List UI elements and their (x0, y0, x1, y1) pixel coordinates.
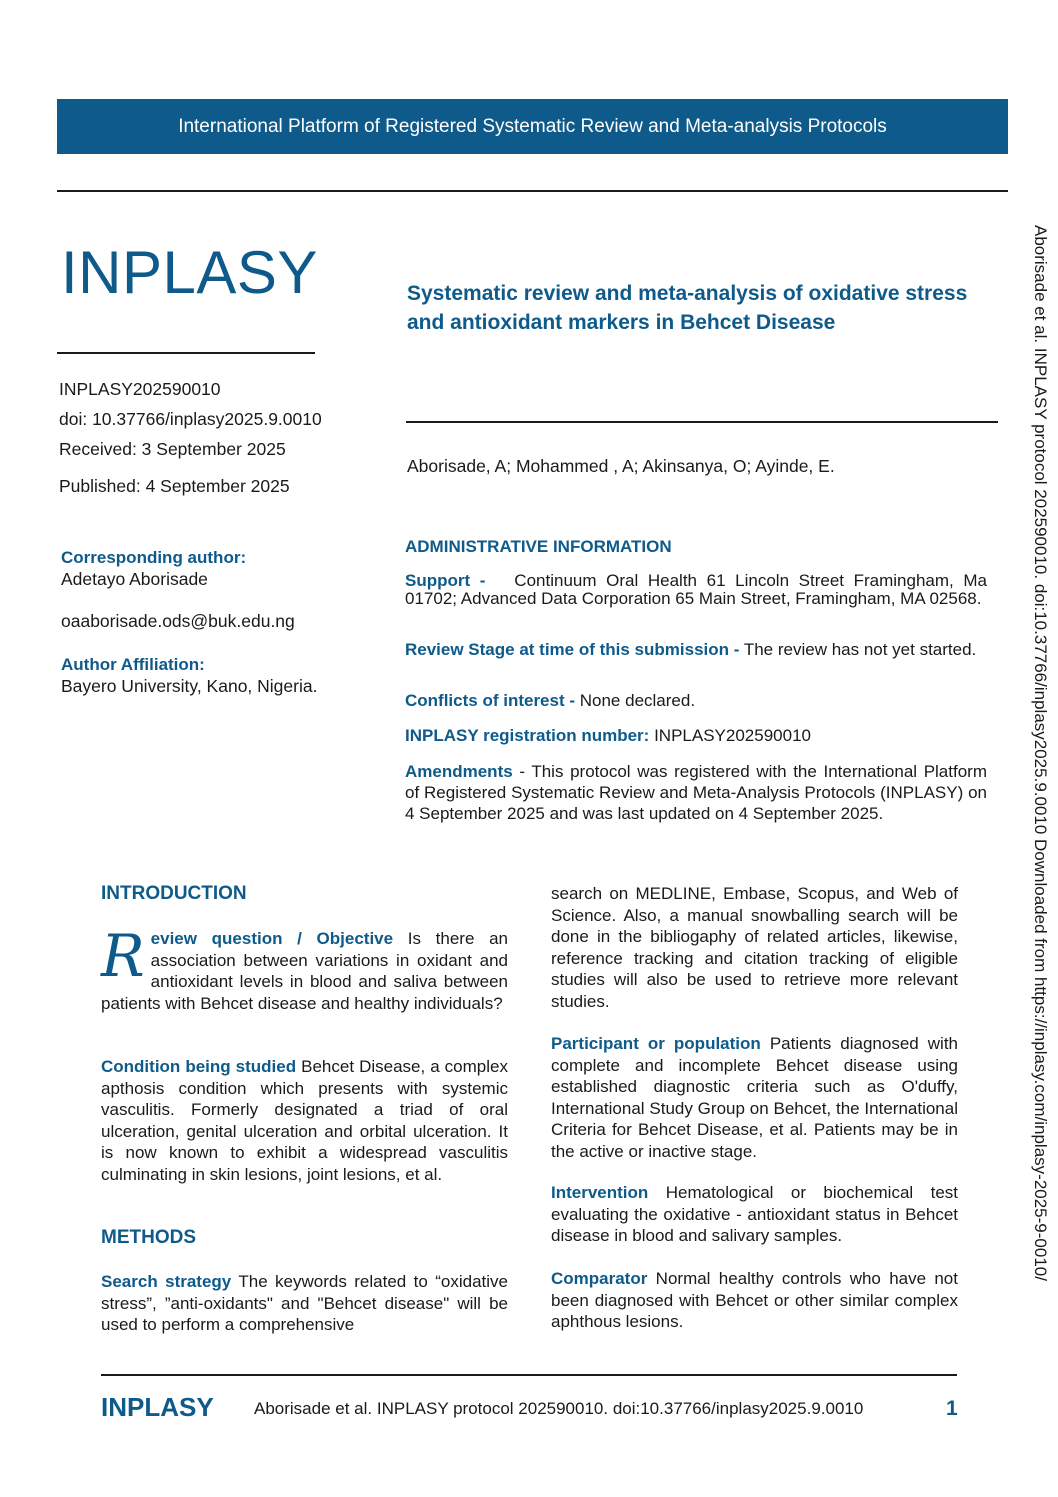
search-strategy (101, 1271, 508, 1336)
admin-stage (405, 641, 987, 659)
brand-rule (57, 352, 315, 354)
corresponding-name: Adetayo Aborisade (61, 569, 208, 589)
admin-heading: ADMINISTRATIVE INFORMATION (405, 537, 672, 556)
footer-citation: Aborisade et al. INPLASY protocol 202590010. doi:10.37766/inplasy2025.9.0010 (254, 1399, 864, 1418)
condition-label: Condition being studied (101, 1057, 297, 1076)
support-label: Support - (405, 571, 486, 590)
intro-heading: INTRODUCTION (101, 883, 247, 904)
header-banner: International Platform of Registered Systematic Review and Meta-analysis Protocols (57, 99, 1008, 154)
intervention-label: Intervention (551, 1183, 649, 1202)
review-question (101, 922, 508, 1014)
comparator-label: Comparator (551, 1269, 648, 1288)
conflicts-label: Conflicts of interest - (405, 691, 576, 710)
affiliation-text: Bayero University, Kano, Nigeria. (61, 676, 318, 696)
comparator-text: Normal healthy controls who have not been diagnosed with Behcet or other similar complex aphthous lesions. (551, 1269, 958, 1331)
intervention-text: Hematological or biochemical test evaluating the oxidative - antioxidant status in Behcet disease in blood and salivary samples. (551, 1183, 959, 1245)
published-date: Published: 4 September 2025 (59, 476, 290, 496)
regnum-text: INPLASY202590010 (654, 726, 811, 745)
brand-logo: INPLASY (61, 239, 318, 306)
admin-support (405, 572, 987, 607)
regnum-label: INPLASY registration number: (405, 726, 650, 745)
participants-text: Patients diagnosed with complete and incomplete Behcet disease using established diagnostic criteria such as O'duffy, International Study Group on Behcet, the International Criteria for Behcet Disease, et al. Patients may be in the active or inactive stage. (551, 1034, 959, 1161)
stage-label: Review Stage at time of this submission - (405, 640, 740, 659)
registration-id: INPLASY202590010 (59, 379, 221, 399)
admin-conflicts (405, 692, 987, 710)
corresponding-email[interactable]: oaaborisade.ods@buk.edu.ng (61, 611, 295, 631)
condition (101, 1056, 508, 1185)
doi-link[interactable]: doi: 10.37766/inplasy2025.9.0010 (59, 409, 322, 429)
support-text: Continuum Oral Health 61 Lincoln Street Framingham, Ma 01702; Advanced Data Corporation 65 Main Street, Framingham, MA 02568. (405, 571, 987, 608)
question-text: Is there an association between variations in oxidant and antioxidant levels in blood and saliva between patients with Behcet disease and healthy individuals? (101, 929, 508, 1013)
comparator (551, 1268, 958, 1333)
admin-regnum (405, 727, 987, 745)
amend-label: Amendments (405, 762, 513, 781)
corresponding-heading: Corresponding author: (61, 548, 247, 567)
paper-title: Systematic review and meta-analysis of oxidative stress and antioxidant markers in Behcet Disease (407, 282, 968, 334)
search-continued: search on MEDLINE, Embase, Scopus, and Web of Science. Also, a manual snowballing search will be done in the bibliogaphy of related articles, likewise, reference tracking and citation tracking of eligible studies will also be used to retrieve more relevant studies. (551, 884, 958, 1011)
footer-brand: INPLASY (101, 1392, 214, 1422)
stage-text: The review has not yet started. (743, 640, 977, 659)
participants (551, 1033, 958, 1162)
question-label: eview question / Objective (150, 929, 394, 948)
search-label: Search strategy (101, 1272, 232, 1291)
page-number: 1 (946, 1397, 958, 1420)
admin-amendments (405, 761, 987, 824)
dropcap: R (101, 922, 145, 990)
vertical-citation: Aborisade et al. INPLASY protocol 202590010. doi:10.37766/inplasy2025.9.0010 Downloaded from https://inplasy.com/inplasy-2025-9-0010/ (1031, 225, 1050, 1281)
intervention (551, 1182, 958, 1247)
received-date: Received: 3 September 2025 (59, 439, 286, 459)
condition-text: Behcet Disease, a complex apthosis condition which presents with systemic vasculitis. Formerly designated a triad of oral ulceration, genital ulceration and orbital ulceration. It is now known to exhibit a widespread vasculitis culminating in skin lesions, joint lesions, et al. (101, 1057, 508, 1184)
title-rule (406, 421, 998, 423)
header-rule (57, 190, 1008, 192)
affiliation-heading: Author Affiliation: (61, 655, 205, 674)
methods-heading: METHODS (101, 1227, 196, 1248)
authors: Aborisade, A; Mohammed , A; Akinsanya, O; Ayinde, E. (407, 456, 835, 476)
participants-label: Participant or population (551, 1034, 761, 1053)
amend-text: - This protocol was registered with the International Platform of Registered Systematic Review and Meta-Analysis Protocols (INPLASY) on 4 September 2025 and was last updated on 4 September 2025. (405, 762, 987, 823)
conflicts-text: None declared. (579, 691, 696, 710)
footer-rule (101, 1374, 957, 1376)
search-text: The keywords related to “oxidative stress”, ”anti-oxidants" and "Behcet disease" will be used to perform a comprehensive (101, 1272, 508, 1334)
